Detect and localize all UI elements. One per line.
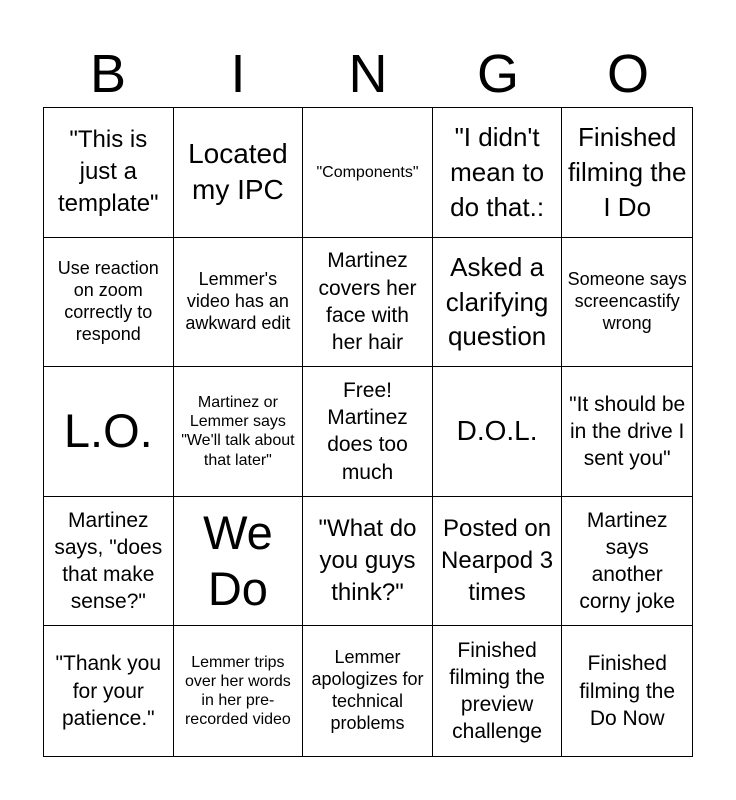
- cell-text: D.O.L.: [456, 415, 538, 447]
- bingo-cell-r2-c2[interactable]: [174, 238, 304, 368]
- bingo-cell-r4-c5[interactable]: [562, 497, 692, 627]
- cell-text: Use reaction on zoom correctly to respond: [57, 257, 159, 344]
- cell-text: Lemmer's video has an awkward edit: [185, 268, 291, 333]
- bingo-header: [43, 40, 693, 108]
- bingo-cell-r2-c1[interactable]: [44, 238, 174, 368]
- bingo-cell-r1-c5[interactable]: [562, 108, 692, 238]
- bingo-cell-r3-c3-free[interactable]: [303, 367, 433, 497]
- cell-text: Located my IPC: [188, 137, 288, 206]
- cell-text: Finished filming the preview challenge: [449, 638, 545, 744]
- cell-text: Lemmer trips over her words in her pre-recorded video: [184, 653, 291, 729]
- cell-text: Martinez says another corny joke: [579, 508, 676, 614]
- cell-text: Posted on Nearpod 3 times: [441, 514, 554, 607]
- bingo-cell-r1-c4[interactable]: [433, 108, 563, 238]
- bingo-cell-r1-c2[interactable]: [174, 108, 304, 238]
- cell-text: We Do: [203, 505, 273, 616]
- bingo-cell-r3-c1[interactable]: [44, 367, 174, 497]
- cell-text: Free! Martinez does too much: [327, 378, 408, 484]
- bingo-cell-r2-c5[interactable]: [562, 238, 692, 368]
- cell-text: Lemmer apologizes for technical problems: [311, 647, 424, 734]
- cell-text: Finished filming the I Do: [567, 122, 687, 222]
- bingo-cell-r5-c3[interactable]: [303, 626, 433, 756]
- header-letter-b: B: [89, 44, 127, 104]
- bingo-cell-r2-c4[interactable]: [433, 238, 563, 368]
- cell-text: "What do you guys think?": [318, 514, 417, 607]
- cell-text: Finished filming the Do Now: [579, 652, 676, 730]
- bingo-cell-r4-c4[interactable]: [433, 497, 563, 627]
- bingo-cell-r3-c4[interactable]: [433, 367, 563, 497]
- cell-text: Martinez or Lemmer says "We'll talk about that later": [181, 394, 295, 469]
- bingo-cell-r5-c4[interactable]: [433, 626, 563, 756]
- bingo-board: [43, 107, 693, 757]
- cell-text: Asked a clarifying question: [445, 252, 549, 352]
- bingo-cell-r2-c3[interactable]: [303, 238, 433, 368]
- cell-text: Martinez covers her face with her hair: [318, 249, 417, 355]
- bingo-cell-r3-c2[interactable]: [174, 367, 304, 497]
- header-letter-o: O: [606, 44, 649, 104]
- cell-text: "It should be in the drive I sent you": [569, 392, 686, 471]
- bingo-cell-r5-c1[interactable]: [44, 626, 174, 756]
- cell-text: Martinez says, "does that make sense?": [54, 508, 163, 614]
- cell-text: L.O.: [63, 404, 153, 458]
- bingo-cell-r3-c5[interactable]: [562, 367, 692, 497]
- cell-text: Someone says screencastify wrong: [567, 268, 687, 333]
- bingo-cell-r1-c1[interactable]: [44, 108, 174, 238]
- header-letter-i: I: [230, 44, 246, 104]
- bingo-cell-r5-c2[interactable]: [174, 626, 304, 756]
- cell-text: "Thank you for your patience.": [55, 652, 162, 730]
- bingo-cell-r4-c1[interactable]: [44, 497, 174, 627]
- bingo-cell-r4-c3[interactable]: [303, 497, 433, 627]
- cell-text: "I didn't mean to do that.:: [450, 122, 545, 222]
- bingo-cell-r5-c5[interactable]: [562, 626, 692, 756]
- header-letter-g: G: [476, 44, 519, 104]
- bingo-cell-r4-c2[interactable]: [174, 497, 304, 627]
- cell-text: "Components": [316, 163, 419, 181]
- bingo-cell-r1-c3[interactable]: [303, 108, 433, 238]
- header-letter-n: N: [348, 44, 388, 104]
- cell-text: "This is just a template": [58, 125, 159, 218]
